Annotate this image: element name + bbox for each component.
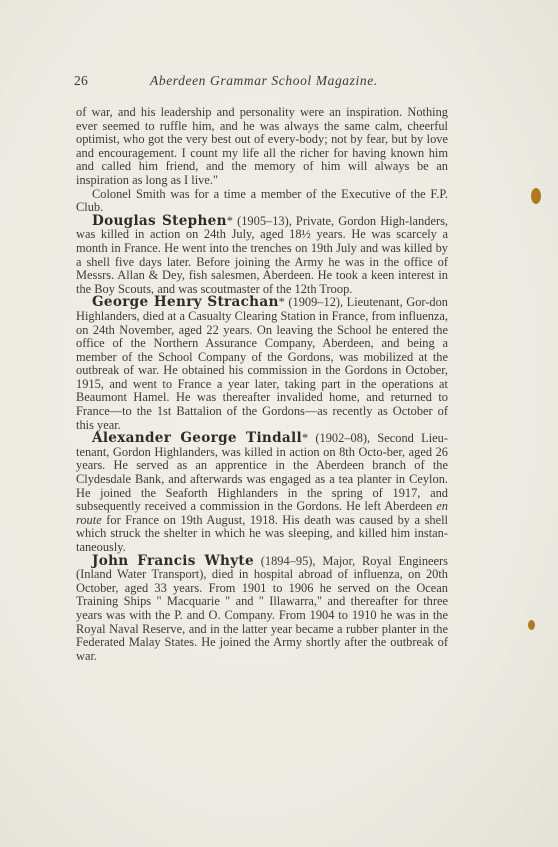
magazine-title: Aberdeen Grammar School Magazine.	[150, 73, 378, 88]
obituary-text: * (1905–13), Private, Gordon High-landers, was killed in action on 24th July, aged 18½ years. He was scarcely a month in France. He went into the trenches on 19th July and was killed by a shell five days later. Before joining the Army he was in the office of Messrs. Allan & Dey, fish salesmen, Aberdeen. He took a keen interest in the Boy Scouts, and was scoutmaster of the 12th Troop.	[76, 213, 448, 296]
page-number: 26	[74, 73, 88, 88]
obituary-entry	[76, 212, 448, 297]
running-header	[74, 73, 448, 91]
paper-stain	[528, 620, 535, 630]
obituary-text: for France on 19th August, 1918. His death was caused by a shell which struck the shelter in which he was sleeping, and killed him instan-taneously.	[76, 512, 448, 554]
article-body	[76, 106, 448, 663]
obituary-name: John Francis Whyte	[92, 552, 254, 569]
obituary-name: Douglas Stephen	[92, 212, 227, 229]
note-paragraph: Colonel Smith was for a time a member of the Executive of the F.P. Club.	[76, 186, 448, 215]
obituary-entry	[76, 552, 448, 664]
obituary-italic: en route	[76, 499, 448, 527]
obituary-name: George Henry Strachan	[92, 294, 279, 311]
obituary-entry	[76, 296, 448, 432]
obituary-entry	[76, 432, 448, 554]
obituary-name: Alexander George Tindall	[92, 430, 302, 447]
obituary-text: (1894–95), Major, Royal Engineers (Inland Water Transport), died in hospital abroad of influenza, on 20th October, aged 33 years. From 1901 to 1906 he served on the Ocean Training Ships " Macquarie " and " Illawarra," and thereafter for three years was with the P. and O. Company. From 1904 to 1910 he was in the Royal Naval Reserve, and in the latter year became a rubber planter in the Federated Malay States. He joined the Army shortly after the outbreak of war.	[76, 553, 448, 663]
paper-stain	[531, 188, 541, 204]
quote-paragraph: of war, and his leadership and personality were an inspiration. Nothing ever seemed to ruffle him, and he was always the same calm, cheerful optimist, who got the very best out of every-body; not by fear, but by love and encouragement. I count my life all the richer for having known him and called him friend, and the memory of him will always be an inspiration as long as I live."	[76, 105, 448, 187]
obituary-text: * (1909–12), Lieutenant, Gor-don Highlanders, died at a Casualty Clearing Station in France, from influenza, on 24th November, aged 22 years. On leaving the School he entered the office of the Northern Assurance Company, Aberdeen, and being a member of the School Company of the Gordons, was mobilized at the outbreak of war. He obtained his commission in the Gordons in October, 1915, and went to France a year later, taking part in the operations at Beaumont Hamel. He was thereafter invalided home, and returned to France—to the 1st Battalion of the Gordons—as recently as October of this year.	[76, 295, 448, 432]
obituary-text: * (1902–08), Second Lieu-tenant, Gordon Highlanders, was killed in action on 8th Octo-ber, aged 26 years. He served as an apprentice in the Aberdeen branch of the Clydesdale Bank, and afterwards was engaged as a tea planter in Ceylon. He joined the Seaforth Highlanders in the spring of 1917, and subsequently received a commission in the Gordons. He left Aberdeen	[76, 431, 448, 514]
